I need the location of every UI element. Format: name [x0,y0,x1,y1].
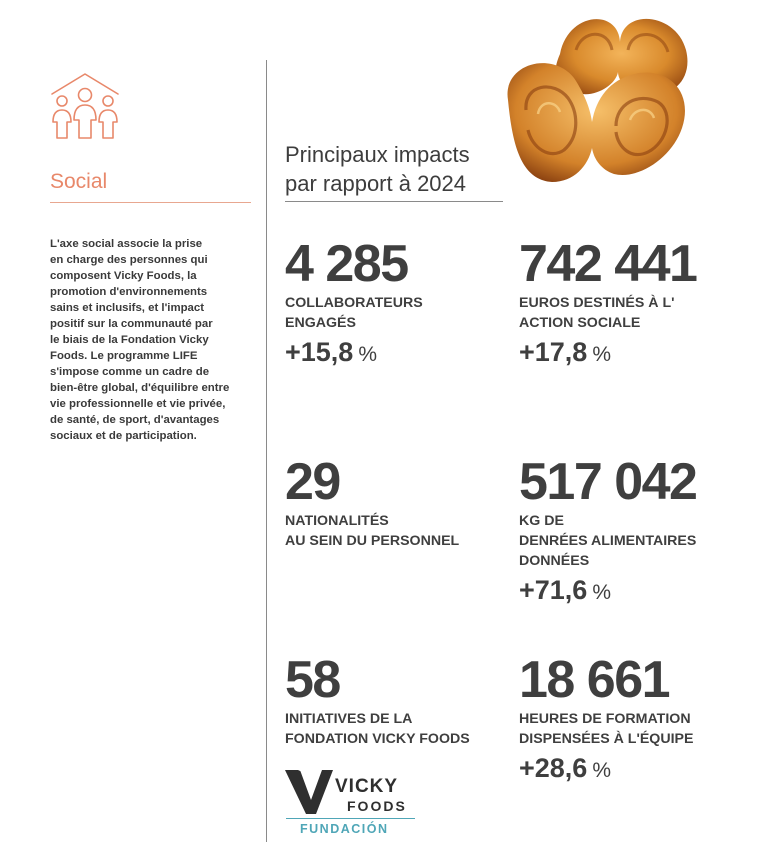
stat-nationalites [285,453,460,551]
logo-text-foods: FOODS [347,798,407,814]
stat-change [519,337,696,368]
people-house-icon [48,70,122,142]
stat-change [519,753,693,784]
vicky-foods-logo [285,770,333,814]
stat-label: INITIATIVES DE LA FONDATION VICKY FOODS [285,711,470,747]
logo-text-fundacion: FUNDACIÓN [300,822,389,836]
stat-change [285,337,423,368]
stat-initiatives-fondation [285,651,470,749]
section-title: Social [50,170,108,193]
stat-change-unit: % [592,343,612,366]
section-intro-text: L'axe social associe la prise en charge des personnes qui composent Vicky Foods, la promotion d'environnements sains et inclusifs, et l'impact positif sur la communauté par le biais de la Fondation Vicky Foods. Le programme LIFE s'impose comme un cadre de bien-être global, d'équilibre entre vie professionnelle et vie privée, de santé, de sport, d'avantages sociaux et de participation. [50,238,230,442]
stat-label: HEURES DE FORMATION DISPENSÉES À L'ÉQUIPE [519,711,694,747]
stat-label: NATIONALITÉS AU SEIN DU PERSONNEL [285,513,460,549]
stat-value: 742 441 [519,235,697,293]
stat-label: COLLABORATEURS ENGAGÉS [285,295,423,331]
stat-collaborateurs [285,235,423,368]
stat-value: 29 [285,453,340,511]
stat-change-unit: % [592,581,612,604]
stat-euros-action-sociale [519,235,697,368]
stat-change-value: +28,6 [519,753,588,783]
pastry-image [498,2,703,202]
impacts-heading: Principaux impacts par rapport à 2024 [285,142,470,196]
section-divider [50,202,251,203]
stat-change [519,575,696,606]
stat-value: 58 [285,651,340,709]
stat-change-value: +71,6 [519,575,588,605]
stat-value: 4 285 [285,235,408,293]
column-divider [266,60,267,842]
logo-divider [286,818,415,819]
heading-divider [285,201,503,202]
stat-value: 18 661 [519,651,670,709]
stat-value: 517 042 [519,453,697,511]
stat-change-value: +17,8 [519,337,588,367]
stat-change-unit: % [358,343,378,366]
stat-heures-formation [519,651,694,784]
stat-change-value: +15,8 [285,337,354,367]
logo-text-vicky: VICKY [335,776,399,797]
stat-denrees-donnees [519,453,697,606]
stat-change-unit: % [592,759,612,782]
stat-label: KG DE DENRÉES ALIMENTAIRES DONNÉES [519,513,697,569]
stat-label: EUROS DESTINÉS À L' ACTION SOCIALE [519,295,675,331]
